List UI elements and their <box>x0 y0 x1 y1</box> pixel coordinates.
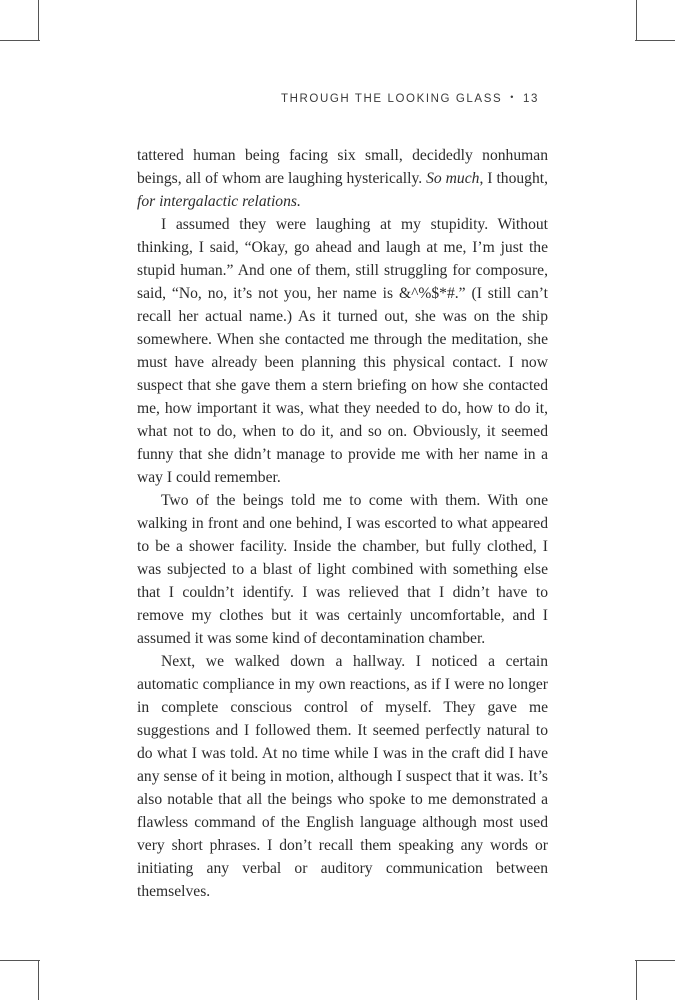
paragraph-text: tattered human being facing six small, decidedly nonhuman beings, all of whom are laughing hysterically. <box>137 147 548 187</box>
running-head-separator: • <box>510 92 515 102</box>
paragraph: Two of the beings told me to come with them. With one walking in front and one behind, I was escorted to what appeared to be a shower facility. Inside the chamber, but fully clothed, I was subjected to a blast of light combined with something else that I couldn’t identify. I was relieved that I didn’t have to remove my clothes but it was certainly uncomfortable, and I assumed it was some kind of decontamination chamber. <box>137 492 548 647</box>
crop-mark-bottom-left-horizontal <box>0 960 40 961</box>
crop-mark-top-right-vertical <box>636 0 637 40</box>
running-head <box>281 92 539 105</box>
crop-mark-bottom-right-horizontal <box>635 960 675 961</box>
paragraph: Next, we walked down a hallway. I noticed a certain automatic compliance in my own reactions, as if I were no longer in complete conscious control of myself. They gave me suggestions and I followed them. It seemed perfectly natural to do what I was told. At no time while I was in the craft did I have any sense of it being in motion, although I suspect that it was. It’s also notable that all the beings who spoke to me demonstrated a flawless command of the English language although most used very short phrases. I don’t recall them speaking any words or initiating any verbal or auditory communication between themselves. <box>137 653 548 900</box>
body-text <box>137 144 548 903</box>
italic-phrase: So much <box>426 170 480 187</box>
crop-mark-top-right-horizontal <box>635 40 675 41</box>
running-head-title: THROUGH THE LOOKING GLASS <box>280 93 503 105</box>
page-number: 13 <box>523 93 539 105</box>
crop-mark-top-left-vertical <box>38 0 39 40</box>
paragraph-text: , I thought, <box>479 170 548 187</box>
crop-mark-bottom-left-vertical <box>38 960 39 1000</box>
paragraph-continued <box>137 144 548 213</box>
italic-phrase: for intergalactic relations. <box>137 193 301 210</box>
crop-mark-bottom-right-vertical <box>636 960 637 1000</box>
paragraph: I assumed they were laughing at my stupidity. Without thinking, I said, “Okay, go ahead and laugh at me, I’m just the stupid human.” And one of them, still struggling for composure, said, “No, no, it’s not you, her name is &^%$*#.” (I still can’t recall her actual name.) As it turned out, she was on the ship somewhere. When she contacted me through the meditation, she must have already been planning this physical contact. I now suspect that she gave them a stern briefing on how she contacted me, how important it was, what they needed to do, how to do it, what not to do, when to do it, and so on. Obviously, it seemed funny that she didn’t manage to provide me with her name in a way I could remember. <box>137 216 548 486</box>
crop-mark-top-left-horizontal <box>0 40 40 41</box>
